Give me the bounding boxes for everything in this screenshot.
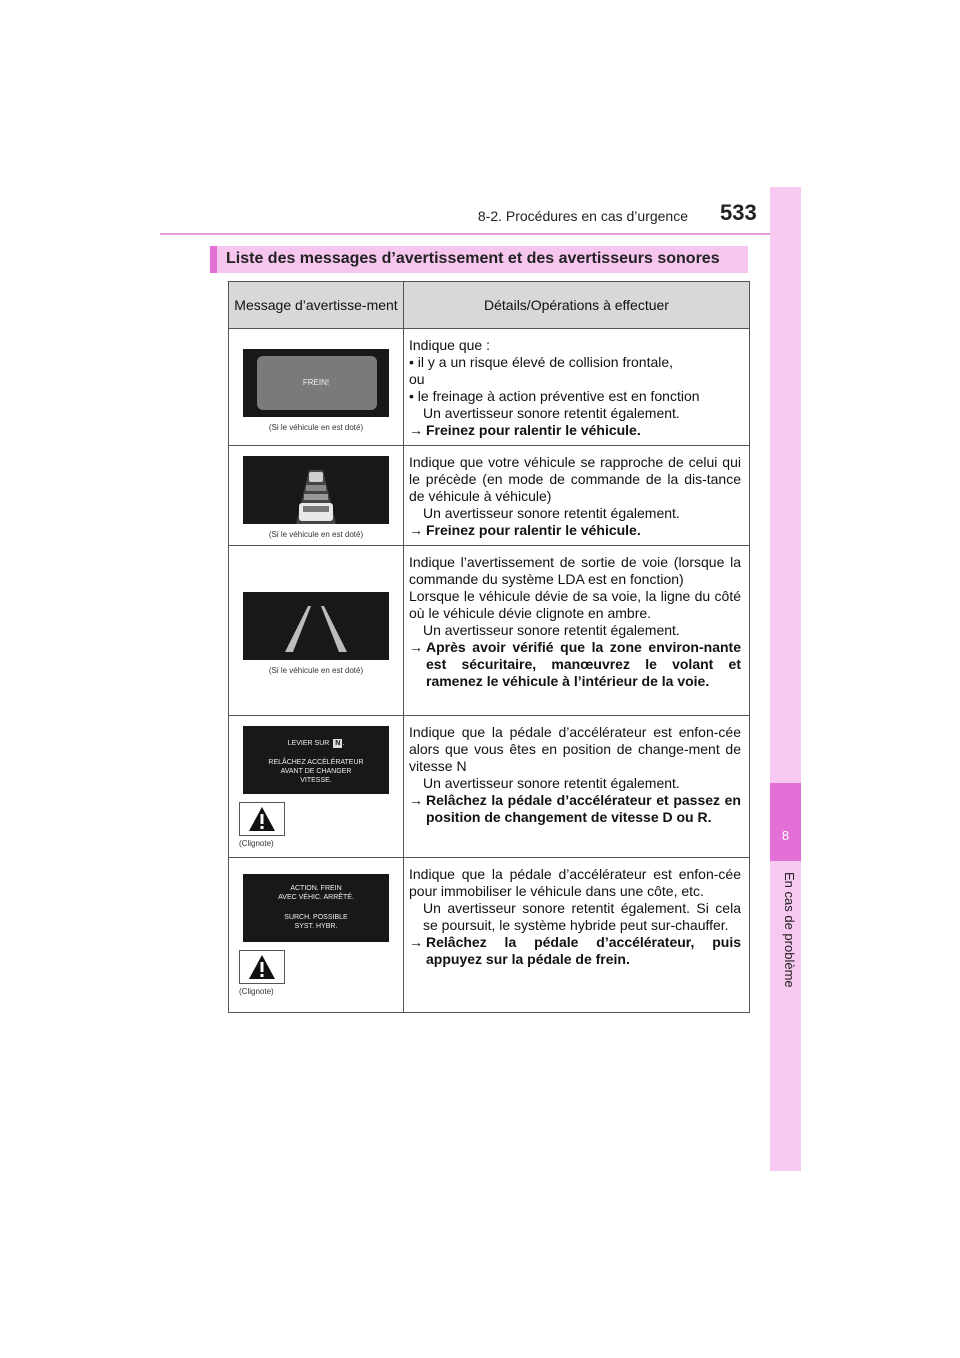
table-row bbox=[229, 446, 750, 546]
message-details-cell bbox=[404, 329, 750, 446]
screen-line: LEVIER SUR N . bbox=[287, 739, 345, 747]
master-warning-box bbox=[239, 950, 285, 984]
lane-lines-icon bbox=[243, 592, 389, 660]
detail-action: → Relâchez la pédale d’accélérateur, puis appuyez sur la pédale de frein. bbox=[409, 934, 741, 967]
detail-text: ou bbox=[409, 371, 425, 387]
master-warning-box bbox=[239, 802, 285, 836]
hybrid-overheat-screen bbox=[243, 874, 389, 942]
frein-warning-screen bbox=[243, 349, 389, 417]
image-caption: (Clignote) bbox=[239, 838, 274, 848]
detail-action: → Freinez pour ralentir le véhicule. bbox=[409, 522, 641, 538]
detail-text: Un avertisseur sonore retentit également. bbox=[423, 505, 680, 521]
detail-text: Un avertisseur sonore retentit également. bbox=[423, 775, 680, 791]
message-details-cell bbox=[404, 858, 750, 1013]
warning-messages-table bbox=[228, 281, 750, 1013]
message-image-cell bbox=[229, 446, 404, 546]
detail-action: → Freinez pour ralentir le véhicule. bbox=[409, 422, 641, 438]
detail-text: Un avertisseur sonore retentit également. bbox=[423, 622, 680, 638]
lane-departure-screen bbox=[243, 592, 389, 660]
image-caption: (Si le véhicule en est doté) bbox=[268, 530, 364, 539]
detail-text: Indique que la pédale d’accélérateur est enfon-cée pour immobiliser le véhicule dans une côte, etc. bbox=[409, 866, 741, 899]
detail-action: → Après avoir vérifié que la zone environ-nante est sécuritaire, manœuvrez le volant et ramenez le véhicule à l’intérieur de la voie. bbox=[409, 639, 741, 689]
message-image-cell bbox=[229, 716, 404, 858]
section-heading bbox=[210, 246, 748, 273]
message-details-cell bbox=[404, 546, 750, 716]
message-image-cell bbox=[229, 329, 404, 446]
warning-triangle-icon bbox=[247, 805, 277, 833]
col-header-details: Détails/Opérations à effectuer bbox=[404, 282, 750, 329]
header-divider bbox=[160, 233, 800, 235]
message-image-cell bbox=[229, 858, 404, 1013]
chapter-side-tab bbox=[770, 187, 801, 1171]
table-row bbox=[229, 329, 750, 446]
message-details-cell bbox=[404, 716, 750, 858]
shift-warning-screen bbox=[243, 726, 389, 794]
table-row bbox=[229, 546, 750, 716]
screen-line: VITESSE. bbox=[300, 776, 332, 784]
message-details-cell bbox=[404, 446, 750, 546]
detail-bullet: • il y a un risque élevé de collision frontale, bbox=[409, 354, 674, 370]
page-number: 533 bbox=[720, 200, 757, 225]
detail-text: Indique que : bbox=[409, 337, 490, 353]
image-caption: (Clignote) bbox=[239, 987, 274, 996]
detail-text: Indique l’avertissement de sortie de voie (lorsque la commande du système LDA est en fonction) bbox=[409, 554, 741, 587]
table-row bbox=[229, 716, 750, 858]
screen-line: SYST. HYBR. bbox=[294, 923, 338, 930]
vehicles-ahead-icon bbox=[243, 456, 389, 524]
detail-action: → Relâchez la pédale d’accélérateur et passez en position de changement de vitesse D ou R. bbox=[409, 792, 741, 825]
table-header-row bbox=[229, 282, 750, 329]
section-heading-text: Liste des messages d’avertissement et des avertisseurs sonores bbox=[226, 250, 720, 267]
screen-line: RELÂCHEZ ACCÉLÉRATEUR bbox=[268, 758, 364, 766]
screen-line: ACTION. FREIN bbox=[290, 885, 342, 892]
warning-triangle-icon bbox=[247, 953, 277, 981]
chapter-number: 8 bbox=[781, 828, 790, 843]
distance-warning-screen bbox=[243, 456, 389, 524]
detail-text: Lorsque le véhicule dévie de sa voie, la ligne du côté où le véhicule dévie clignote en ambre. bbox=[409, 588, 741, 621]
screen-line: AVANT DE CHANGER bbox=[280, 767, 352, 775]
detail-bullet: • le freinage à action préventive est en fonction bbox=[409, 388, 700, 404]
section-title: 8-2. Procédures en cas d’urgence bbox=[477, 208, 688, 224]
detail-text: Un avertisseur sonore retentit également. Si cela se poursuit, le système hybride peut sur-chauffer. bbox=[423, 900, 741, 933]
detail-text: Un avertisseur sonore retentit également. bbox=[423, 405, 680, 421]
detail-text: Indique que votre véhicule se rapproche de celui qui le précède (en mode de commande de la dis-tance de véhicule à véhicule) bbox=[409, 454, 741, 504]
gear-badge: N bbox=[335, 739, 341, 747]
image-caption: (Si le véhicule en est doté) bbox=[268, 666, 364, 675]
message-image-cell bbox=[229, 546, 404, 716]
chapter-title: En cas de problème bbox=[782, 872, 797, 988]
chapter-number-tab bbox=[770, 783, 801, 861]
screen-line: SURCH. POSSIBLE bbox=[284, 914, 348, 921]
table-row bbox=[229, 858, 750, 1013]
screen-line: AVEC VÉHIC. ARRÊTÉ. bbox=[278, 894, 354, 901]
image-caption: (Si le véhicule en est doté) bbox=[268, 422, 364, 432]
frein-text: FREIN! bbox=[302, 377, 330, 387]
col-header-message: Message d’avertisse-ment bbox=[229, 282, 404, 329]
detail-text: Indique que la pédale d’accélérateur est enfon-cée alors que vous êtes en position de change-ment de vitesse N bbox=[409, 724, 741, 774]
